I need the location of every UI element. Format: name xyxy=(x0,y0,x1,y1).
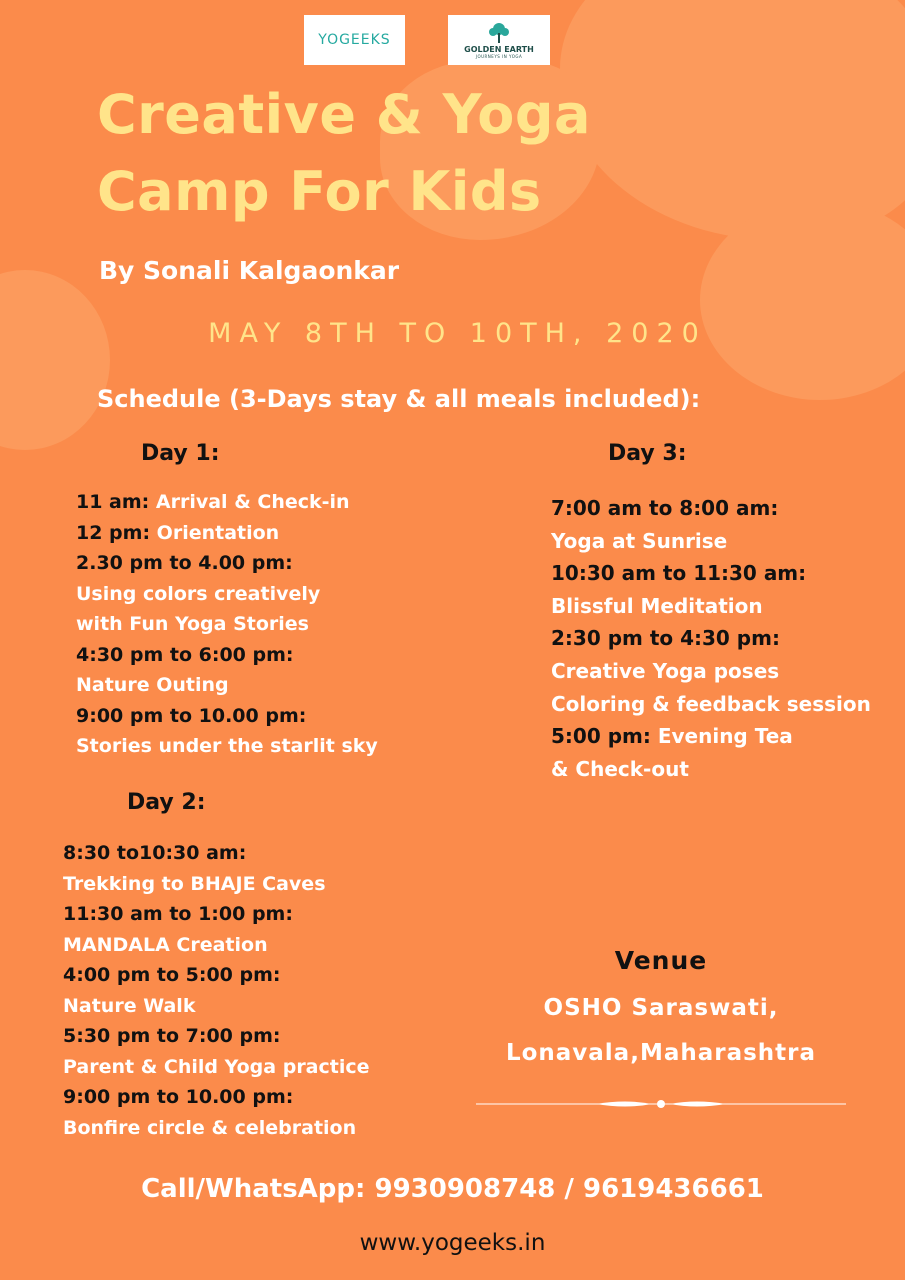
schedule-item xyxy=(63,1052,370,1083)
schedule-item xyxy=(551,720,871,753)
schedule-item xyxy=(551,492,871,525)
website-link[interactable]: www.yogeeks.in xyxy=(359,1230,546,1256)
schedule-item xyxy=(63,899,370,930)
background-blob xyxy=(0,270,110,450)
schedule-item xyxy=(76,609,378,640)
schedule-time: 5:30 pm to 7:00 pm: xyxy=(63,1025,281,1047)
day-2-heading: Day 2: xyxy=(127,790,206,815)
schedule-activity: Parent & Child Yoga practice xyxy=(63,1055,370,1078)
schedule-time: 9:00 pm to 10.00 pm: xyxy=(63,1086,294,1108)
schedule-item xyxy=(551,688,871,721)
schedule-item xyxy=(76,487,378,518)
schedule-item xyxy=(76,579,378,610)
schedule-time: 7:00 am to 8:00 am: xyxy=(551,496,779,520)
schedule-item xyxy=(63,1082,370,1113)
schedule-item xyxy=(76,670,378,701)
day-3-schedule xyxy=(551,492,871,785)
contact-numbers: Call/WhatsApp: 9930908748 / 9619436661 xyxy=(141,1174,764,1204)
schedule-activity: Coloring & feedback session xyxy=(551,691,871,716)
golden-earth-logo xyxy=(448,15,550,65)
schedule-activity: MANDALA Creation xyxy=(63,933,268,956)
schedule-item xyxy=(551,590,871,623)
schedule-item xyxy=(63,960,370,991)
schedule-time: 12 pm: xyxy=(76,521,151,544)
schedule-item xyxy=(551,622,871,655)
schedule-activity: Yoga at Sunrise xyxy=(551,528,728,553)
yogeeks-logo xyxy=(304,15,405,65)
schedule-time: 11 am: xyxy=(76,491,150,513)
schedule-time: 11:30 am to 1:00 pm: xyxy=(63,903,293,925)
schedule-activity: Blissful Meditation xyxy=(551,593,763,618)
schedule-activity: with Fun Yoga Stories xyxy=(76,613,309,635)
venue-line-2: Lonavala,Maharashtra xyxy=(505,1040,817,1066)
schedule-item xyxy=(63,991,370,1022)
schedule-activity: Nature Outing xyxy=(76,674,229,696)
schedule-heading: Schedule (3-Days stay & all meals included): xyxy=(97,385,701,413)
schedule-activity: Trekking to BHAJE Caves xyxy=(63,872,326,895)
day-1-schedule xyxy=(76,487,378,762)
schedule-time: 4:00 pm to 5:00 pm: xyxy=(63,964,281,986)
schedule-activity: Stories under the starlit sky xyxy=(76,735,378,757)
schedule-activity: Orientation xyxy=(150,521,280,544)
schedule-item xyxy=(551,753,871,786)
byline: By Sonali Kalgaonkar xyxy=(99,256,400,285)
title-line-1: Creative & Yoga xyxy=(97,83,592,146)
schedule-activity: Using colors creatively xyxy=(76,582,321,605)
schedule-time: 4:30 pm to 6:00 pm: xyxy=(76,643,294,666)
schedule-time: 2.30 pm to 4.00 pm: xyxy=(76,552,293,574)
schedule-item xyxy=(63,838,370,869)
schedule-item xyxy=(76,518,378,549)
schedule-time: 5:00 pm: xyxy=(551,724,651,749)
schedule-item xyxy=(63,1113,370,1144)
schedule-item xyxy=(551,655,871,688)
event-dates: MAY 8TH TO 10TH, 2020 xyxy=(208,318,707,349)
schedule-item xyxy=(63,1021,370,1052)
yogeeks-logo-text: YOGEEKS xyxy=(318,32,391,48)
golden-earth-logo-text: GOLDEN EARTH xyxy=(464,44,534,54)
day-1-heading: Day 1: xyxy=(141,441,220,466)
schedule-activity: Evening Tea xyxy=(650,724,793,749)
schedule-item xyxy=(76,731,378,762)
tree-icon xyxy=(486,22,512,44)
schedule-activity: Arrival & Check-in xyxy=(149,491,350,513)
venue-heading: Venue xyxy=(614,946,708,975)
schedule-time: 2:30 pm to 4:30 pm: xyxy=(551,626,780,651)
day-3-heading: Day 3: xyxy=(608,441,687,466)
title-line-2: Camp For Kids xyxy=(97,160,542,223)
schedule-activity: Creative Yoga poses xyxy=(551,658,780,683)
venue-line-1: OSHO Saraswati, xyxy=(543,995,779,1021)
ornamental-divider xyxy=(476,1096,846,1112)
schedule-item xyxy=(76,701,378,732)
schedule-time: 9:00 pm to 10.00 pm: xyxy=(76,704,307,727)
schedule-item xyxy=(63,869,370,900)
schedule-time: 8:30 to10:30 am: xyxy=(63,842,247,864)
golden-earth-tagline: JOURNEYS IN YOGA xyxy=(475,53,523,59)
schedule-activity: & Check-out xyxy=(551,756,689,781)
schedule-time: 10:30 am to 11:30 am: xyxy=(551,561,807,586)
schedule-item xyxy=(76,548,378,579)
schedule-item xyxy=(76,640,378,671)
schedule-item xyxy=(551,557,871,590)
schedule-activity: Bonfire circle & celebration xyxy=(63,1116,357,1139)
schedule-item xyxy=(63,930,370,961)
page-title xyxy=(97,76,591,230)
day-2-schedule xyxy=(63,838,370,1143)
schedule-item xyxy=(551,525,871,558)
schedule-activity: Nature Walk xyxy=(63,994,196,1017)
